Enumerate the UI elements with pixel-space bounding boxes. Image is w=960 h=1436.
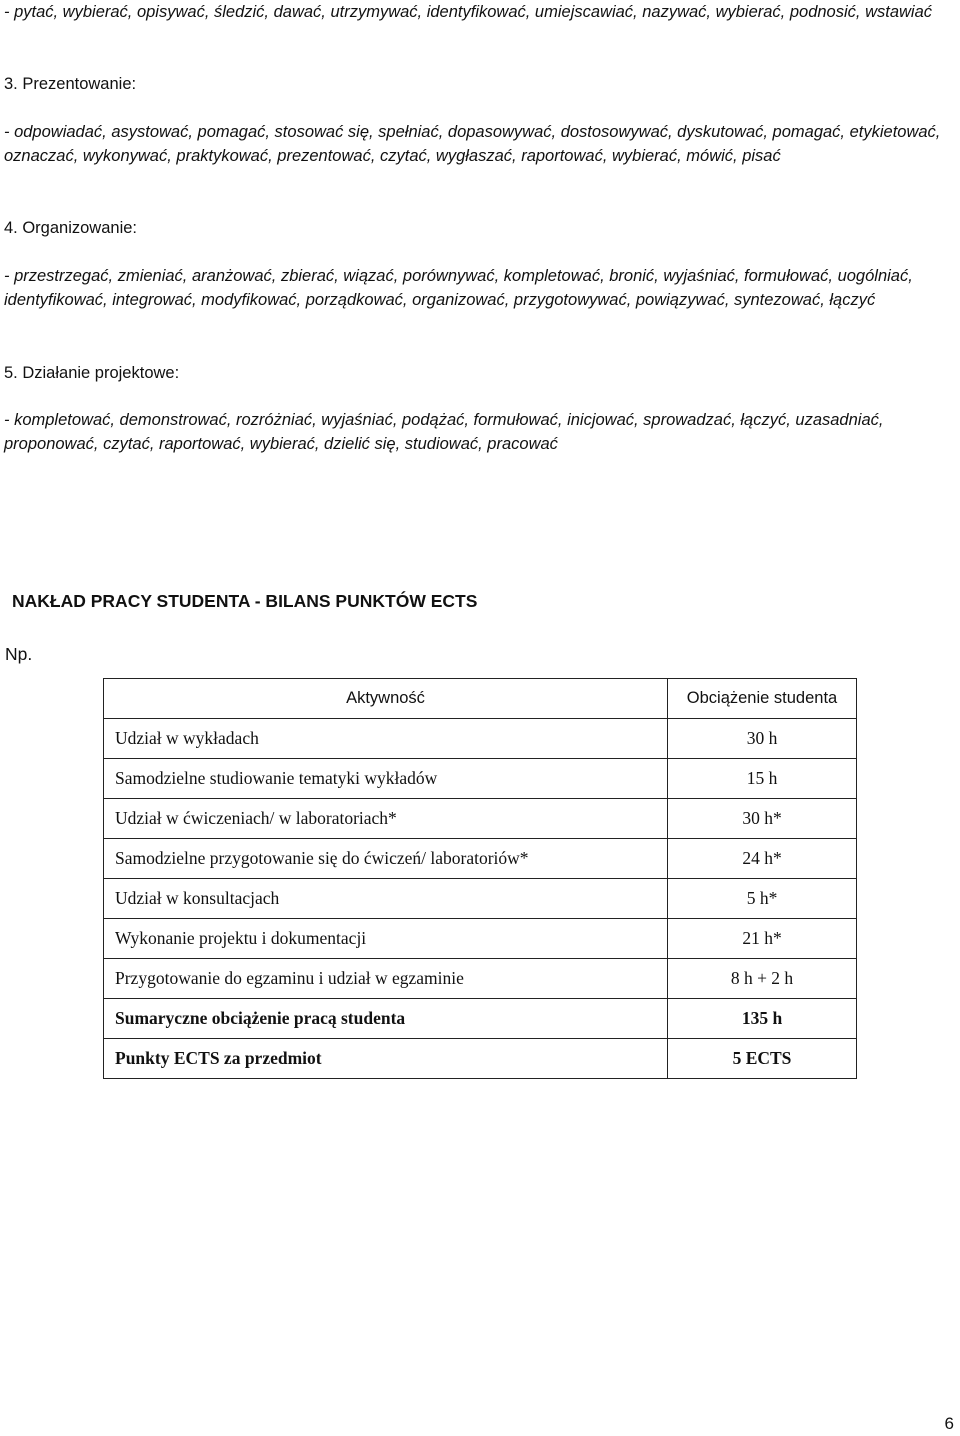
workload-title: NAKŁAD PRACY STUDENTA - BILANS PUNKTÓW ECTS <box>12 591 478 611</box>
activity-cell: Przygotowanie do egzaminu i udział w egzaminie <box>104 959 668 999</box>
section-4-verbs: - przestrzegać, zmieniać, aranżować, zbierać, wiązać, porównywać, kompletować, bronić, wyjaśniać, formułować, uogólniać, identyfikować, integrować, modyfikować, porządkować, organizować, przygotowywać, powiązywać, syntezować, łączyć <box>4 267 913 309</box>
section-5-verbs: - kompletować, demonstrować, rozróżniać, wyjaśniać, podążać, formułować, inicjować, sprowadzać, łączyć, uzasadniać, proponować, czytać, raportować, wybierać, dzielić się, studiować, pracować <box>4 411 884 453</box>
table-row <box>104 799 857 839</box>
load-cell: 135 h <box>668 999 857 1039</box>
activity-cell: Sumaryczne obciążenie pracą studenta <box>104 999 668 1039</box>
ects-row <box>104 1039 857 1079</box>
section-5-heading: 5. Działanie projektowe: <box>4 364 180 382</box>
activity-cell: Samodzielne studiowanie tematyki wykładów <box>104 759 668 799</box>
activity-cell: Punkty ECTS za przedmiot <box>104 1039 668 1079</box>
table-row <box>104 959 857 999</box>
table-row <box>104 919 857 959</box>
header-activity: Aktywność <box>104 679 668 719</box>
header-load: Obciążenie studenta <box>668 679 857 719</box>
table-row <box>104 879 857 919</box>
section-3-verbs: - odpowiadać, asystować, pomagać, stosować się, spełniać, dopasowywać, dostosowywać, dyskutować, pomagać, etykietować, oznaczać, wykonywać, praktykować, prezentować, czytać, wygłaszać, raportować, wybierać, mówić, pisać <box>4 123 941 165</box>
activity-cell: Udział w wykładach <box>104 719 668 759</box>
verbs-continuation: - pytać, wybierać, opisywać, śledzić, dawać, utrzymywać, identyfikować, umiejscawiać, nazywać, wybierać, podnosić, wstawiać <box>4 3 933 21</box>
load-cell: 30 h <box>668 719 857 759</box>
page-number: 6 <box>944 1414 954 1433</box>
workload-table <box>103 678 857 1079</box>
example-label: Np. <box>5 644 33 664</box>
section-4-heading: 4. Organizowanie: <box>4 219 137 237</box>
total-row <box>104 999 857 1039</box>
load-cell: 30 h* <box>668 799 857 839</box>
table-row <box>104 839 857 879</box>
activity-cell: Udział w konsultacjach <box>104 879 668 919</box>
activity-cell: Udział w ćwiczeniach/ w laboratoriach* <box>104 799 668 839</box>
load-cell: 5 ECTS <box>668 1039 857 1079</box>
table-row <box>104 759 857 799</box>
load-cell: 8 h + 2 h <box>668 959 857 999</box>
section-3-heading: 3. Prezentowanie: <box>4 75 137 93</box>
activity-cell: Samodzielne przygotowanie się do ćwiczeń/ laboratoriów* <box>104 839 668 879</box>
table-row <box>104 719 857 759</box>
load-cell: 24 h* <box>668 839 857 879</box>
activity-cell: Wykonanie projektu i dokumentacji <box>104 919 668 959</box>
load-cell: 15 h <box>668 759 857 799</box>
load-cell: 21 h* <box>668 919 857 959</box>
load-cell: 5 h* <box>668 879 857 919</box>
table-header-row <box>104 679 857 719</box>
